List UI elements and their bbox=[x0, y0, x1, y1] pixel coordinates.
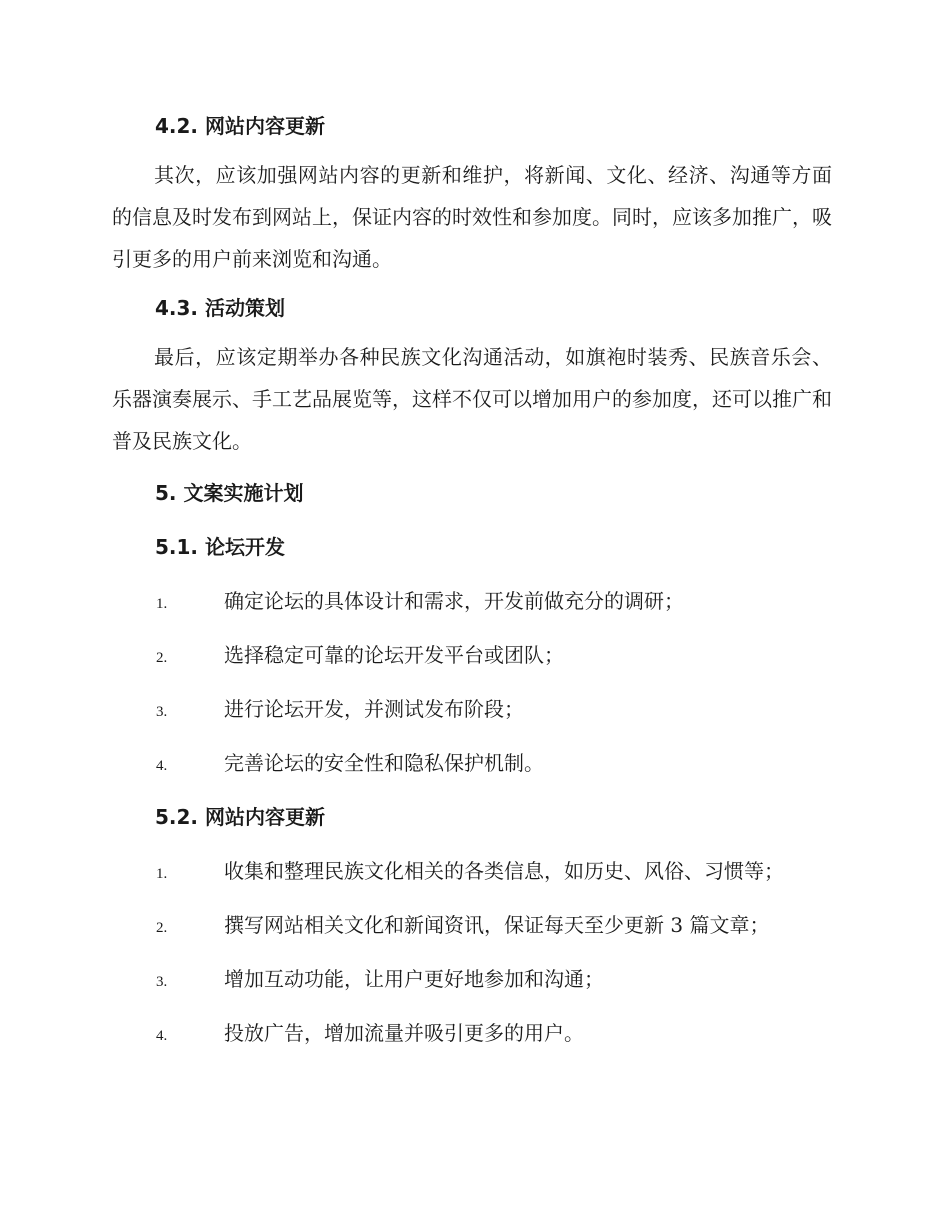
list-text: 收集和整理民族文化相关的各类信息，如历史、风俗、习惯等； bbox=[224, 859, 784, 883]
list-number: 1. bbox=[156, 596, 168, 612]
list-item bbox=[112, 639, 832, 671]
list-item bbox=[112, 963, 832, 995]
list-item bbox=[112, 909, 832, 941]
section-heading-5-1: 5.1. 论坛开发 bbox=[155, 535, 285, 559]
list-item bbox=[112, 855, 832, 887]
list-item bbox=[112, 747, 832, 779]
list-text: 选择稳定可靠的论坛开发平台或团队； bbox=[224, 643, 564, 667]
list-text: 完善论坛的安全性和隐私保护机制。 bbox=[224, 751, 544, 775]
list-number: 2. bbox=[156, 650, 168, 666]
paragraph-4-2: 其次，应该加强网站内容的更新和维护，将新闻、文化、经济、沟通等方面的信息及时发布到网站上，保证内容的时效性和参加度。同时，应该多加推广，吸引更多的用户前来浏览和沟通。 bbox=[112, 163, 832, 271]
section-heading-5: 5. 文案实施计划 bbox=[155, 481, 304, 505]
list-number: 1. bbox=[156, 866, 168, 882]
list-5-2 bbox=[112, 855, 832, 1049]
list-text: 增加互动功能，让用户更好地参加和沟通； bbox=[224, 967, 604, 991]
list-text: 进行论坛开发，并测试发布阶段； bbox=[224, 697, 524, 721]
list-text: 投放广告，增加流量并吸引更多的用户。 bbox=[224, 1021, 584, 1045]
section-heading-4-2: 4.2. 网站内容更新 bbox=[155, 114, 325, 138]
list-5-1 bbox=[112, 585, 832, 779]
list-number: 3. bbox=[156, 974, 168, 990]
section-heading-4-3: 4.3. 活动策划 bbox=[155, 296, 285, 320]
list-text: 确定论坛的具体设计和需求，开发前做充分的调研； bbox=[224, 589, 684, 613]
list-item bbox=[112, 693, 832, 725]
list-text: 撰写网站相关文化和新闻资讯，保证每天至少更新 3 篇文章； bbox=[224, 913, 770, 937]
document-page bbox=[112, 110, 832, 1049]
list-number: 4. bbox=[156, 758, 168, 774]
paragraph-4-3: 最后，应该定期举办各种民族文化沟通活动，如旗袍时装秀、民族音乐会、乐器演奏展示、手工艺品展览等，这样不仅可以增加用户的参加度，还可以推广和普及民族文化。 bbox=[112, 345, 832, 453]
list-item bbox=[112, 1017, 832, 1049]
list-item bbox=[112, 585, 832, 617]
list-number: 4. bbox=[156, 1028, 168, 1044]
list-number: 3. bbox=[156, 704, 168, 720]
list-number: 2. bbox=[156, 920, 168, 936]
section-heading-5-2: 5.2. 网站内容更新 bbox=[155, 805, 325, 829]
